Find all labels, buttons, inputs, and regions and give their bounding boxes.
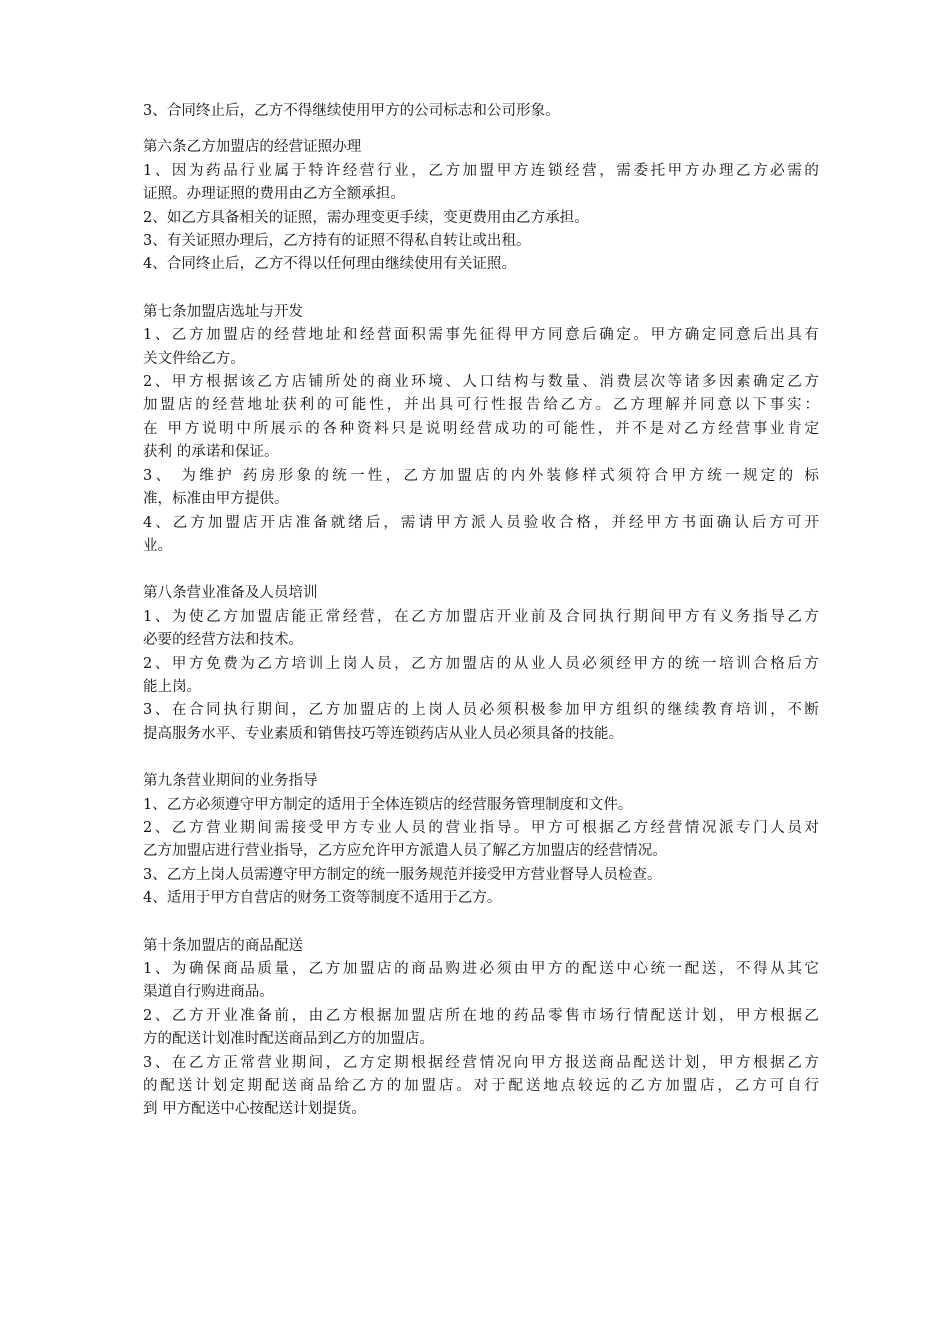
text-line: 2、甲方免费为乙方培训上岗人员，乙方加盟店的从业人员必须经甲方的统一培训合格后方: [143, 655, 819, 672]
text-line: 加盟店的经营地址获利的可能性，并出具可行性报告给乙方。乙方理解并同意以下事实：: [143, 397, 819, 414]
text-line: 3、在乙方正常营业期间，乙方定期根据经营情况向甲方报送商品配送计划，甲方根据乙方: [143, 1054, 819, 1071]
text-line: 第九条营业期间的业务指导: [143, 773, 318, 790]
section-heading: [143, 582, 819, 605]
clause-paragraph: [143, 606, 819, 653]
clause-paragraph: [143, 887, 819, 910]
paragraph-gap: [143, 746, 819, 770]
text-line: 方的配送计划准时配送商品到乙方的加盟店。: [143, 1031, 434, 1048]
clause-paragraph: [143, 160, 819, 207]
text-line: 3、 为维护 药房形象的统一性，乙方加盟店的内外装修样式须符合甲方统一规定的 标: [143, 467, 819, 484]
clause-paragraph: [143, 864, 819, 887]
paragraph-gap: [143, 911, 819, 935]
clause-paragraph: [143, 465, 819, 512]
clause-paragraph: [143, 1005, 819, 1052]
text-line: 第七条加盟店选址与开发: [143, 303, 304, 320]
text-line: 能上岗。: [143, 678, 202, 695]
section-heading: [143, 770, 819, 793]
text-line: 关文件给乙方。: [143, 350, 245, 367]
text-line: 到 甲方配送中心按配送计划提货。: [143, 1101, 366, 1118]
document-page: [143, 100, 819, 1122]
clause-paragraph: [143, 100, 819, 123]
text-line: 1、为确保商品质量，乙方加盟店的商品购进必须由甲方的配送中心统一配送，不得从其它: [143, 961, 819, 977]
text-line: 的配送计划定期配送商品给乙方的加盟店。对于配送地点较远的乙方加盟店，乙方可自行: [143, 1078, 819, 1095]
text-line: 2、甲方根据该乙方店铺所处的商业环境、人口结构与数量、消费层次等诸多因素确定乙方: [143, 374, 819, 391]
text-line: 4、乙方加盟店开店准备就绪后，需请甲方派人员验收合格，并经甲方书面确认后方可开: [143, 514, 819, 531]
text-line: 渠道自行购进商品。: [143, 984, 274, 1001]
section-heading: [143, 301, 819, 324]
clause-paragraph: [143, 958, 819, 1005]
text-line: 证照。办理证照的费用由乙方全额承担。: [143, 186, 405, 203]
text-line: 准，标准由甲方提供。: [143, 491, 289, 508]
text-line: 第六条乙方加盟店的经营证照办理: [143, 139, 362, 156]
clause-paragraph: [143, 371, 819, 465]
paragraph-gap: [143, 277, 819, 301]
clause-paragraph: [143, 230, 819, 253]
clause-paragraph: [143, 699, 819, 746]
text-line: 获利 的承诺和保证。: [143, 444, 279, 461]
text-line: 2、如乙方具备相关的证照，需办理变更手续，变更费用由乙方承担。: [143, 209, 589, 226]
clause-paragraph: [143, 253, 819, 276]
section-heading: [143, 136, 819, 159]
clause-paragraph: [143, 324, 819, 371]
clause-paragraph: [143, 1052, 819, 1122]
text-line: 1、乙方必须遵守甲方制定的适用于全体连锁店的经营服务管理制度和文件。: [143, 796, 633, 813]
text-line: 3、有关证照办理后，乙方持有的证照不得私自转让或出租。: [143, 233, 531, 250]
text-line: 2、乙方开业准备前，由乙方根据加盟店所在地的药品零售市场行情配送计划，甲方根据乙: [143, 1007, 819, 1024]
text-line: 提高服务水平、专业素质和销售技巧等连锁药店从业人员必须具备的技能。: [143, 725, 624, 742]
text-line: 第十条加盟店的商品配送: [143, 937, 304, 954]
text-line: 2、乙方营业期间需接受甲方专业人员的营业指导。甲方可根据乙方经营情况派专门人员对: [143, 819, 819, 836]
text-line: 4、适用于甲方自营店的财务工资等制度不适用于乙方。: [143, 890, 502, 907]
text-line: 1、乙方加盟店的经营地址和经营面积需事先征得甲方同意后确定。甲方确定同意后出具有: [143, 327, 819, 344]
clause-paragraph: [143, 817, 819, 864]
text-line: 3、乙方上岗人员需遵守甲方制定的统一服务规范并接受甲方营业督导人员检查。: [143, 866, 662, 883]
text-line: 必要的经营方法和技术。: [143, 632, 304, 649]
text-line: 乙方加盟店进行营业指导，乙方应允许甲方派遣人员了解乙方加盟店的经营情况。: [143, 843, 667, 860]
text-line: 在 甲方说明中所展示的各种资料只是说明经营成功的可能性，并不是对乙方经营事业肯定: [143, 420, 819, 437]
text-line: 1、因为药品行业属于特许经营行业，乙方加盟甲方连锁经营，需委托甲方办理乙方必需的: [143, 162, 819, 179]
paragraph-gap: [143, 558, 819, 582]
clause-paragraph: [143, 207, 819, 230]
text-line: 业。: [143, 537, 173, 554]
clause-paragraph: [143, 653, 819, 700]
section-heading: [143, 935, 819, 958]
text-line: 3、合同终止后，乙方不得继续使用甲方的公司标志和公司形象。: [143, 103, 560, 119]
paragraph-gap: [143, 123, 819, 136]
clause-paragraph: [143, 794, 819, 817]
clause-paragraph: [143, 512, 819, 559]
text-line: 1、为使乙方加盟店能正常经营，在乙方加盟店开业前及合同执行期间甲方有义务指导乙方: [143, 608, 819, 625]
text-line: 3、在合同执行期间，乙方加盟店的上岗人员必须积极参加甲方组织的继续教育培训，不断: [143, 702, 819, 719]
text-line: 4、合同终止后，乙方不得以任何理由继续使用有关证照。: [143, 256, 517, 273]
text-line: 第八条营业准备及人员培训: [143, 585, 318, 602]
